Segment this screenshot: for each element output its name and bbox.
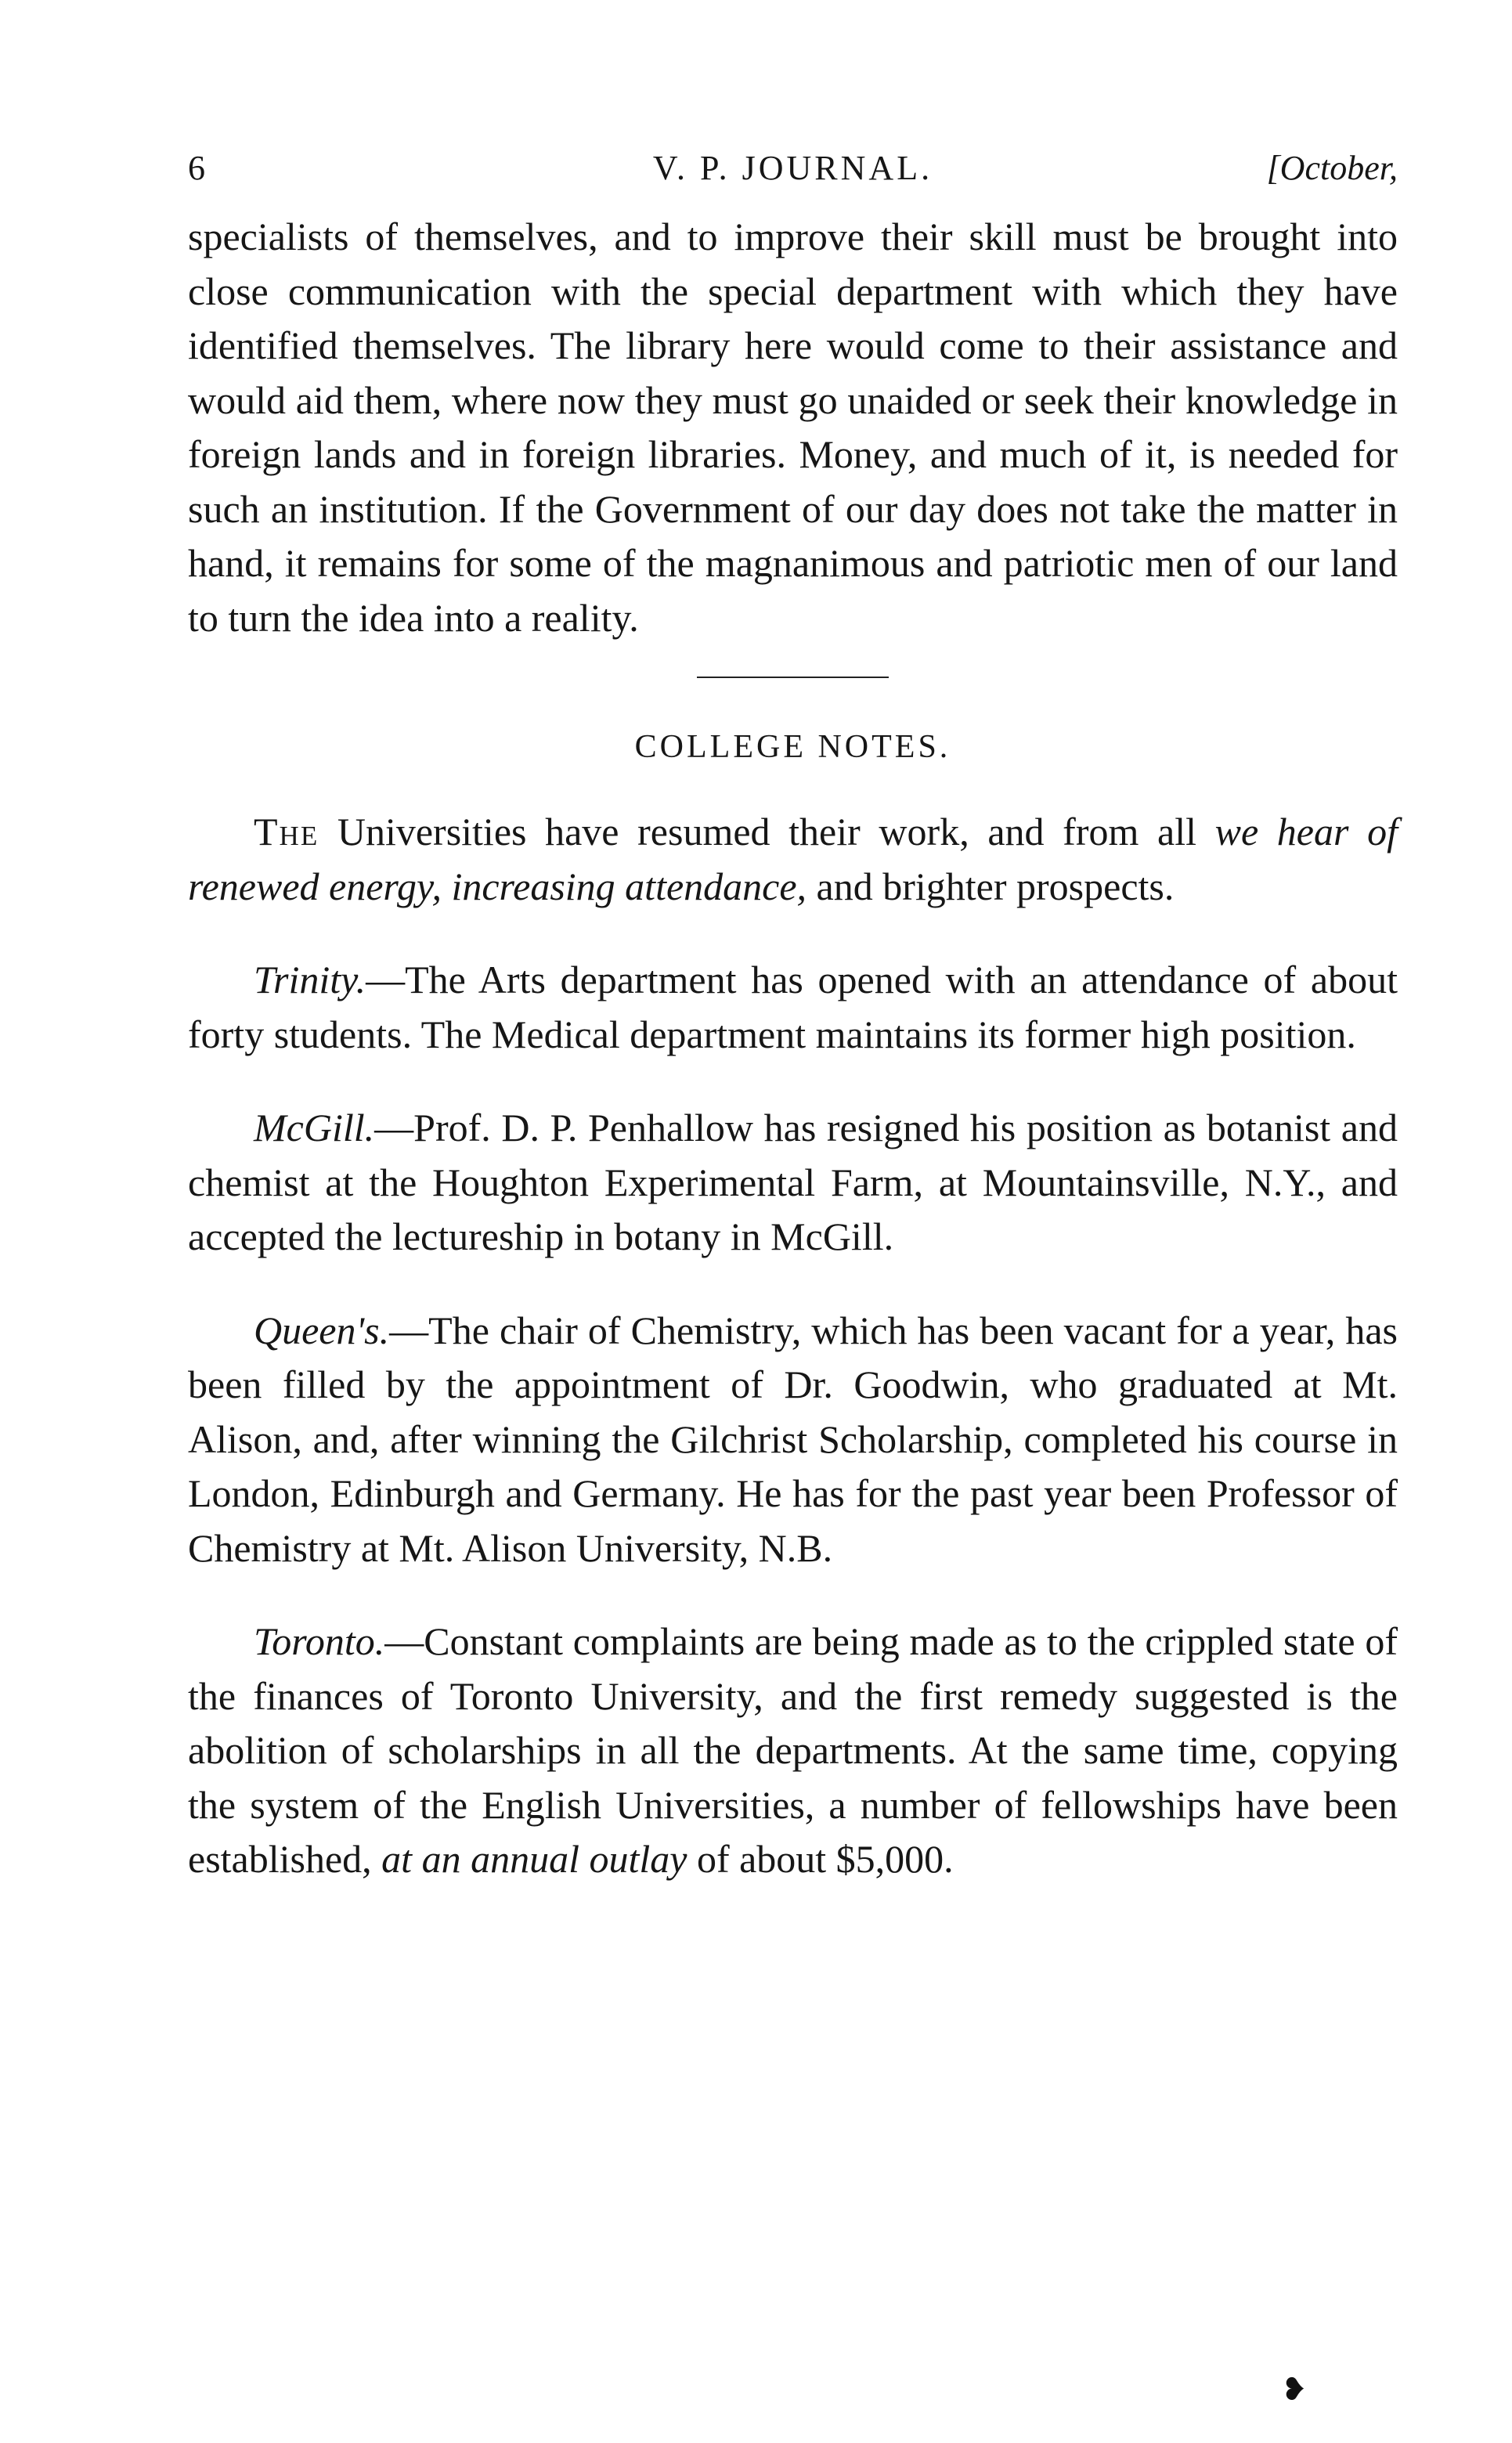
section-heading: COLLEGE NOTES. xyxy=(634,729,951,765)
running-head xyxy=(188,141,1398,196)
intro-lead-word: The xyxy=(254,810,319,853)
note-title: McGill. xyxy=(254,1106,375,1149)
issue-month: [October, xyxy=(1266,149,1398,187)
intro-paragraph xyxy=(188,805,1398,914)
page-number: 6 xyxy=(188,149,205,187)
note-italic-text: at an annual outlay xyxy=(371,1837,687,1881)
journal-page xyxy=(188,141,1398,1887)
note-toronto xyxy=(188,1615,1398,1887)
note-mcgill xyxy=(188,1101,1398,1265)
intro-tail-text: and brighter prospects. xyxy=(807,864,1175,908)
section-divider xyxy=(697,677,889,678)
intro-text: Universities have resumed their work, and from all xyxy=(319,810,1215,853)
note-queens xyxy=(188,1304,1398,1576)
note-trinity xyxy=(188,953,1398,1062)
intro-italic-text: we hear of renewed energy, increasing attendance, xyxy=(188,810,1398,908)
note-title: Trinity. xyxy=(254,958,366,1001)
note-text: —Constant complaints are being made as to the crippled state of the finances of Toronto University, and the first remedy suggested is the abolition of scholarships in all the departments. At the same time, copying the system of the English Universities, a number of fellowships have been established, xyxy=(188,1619,1398,1881)
note-title: Queen's. xyxy=(254,1308,390,1352)
note-title: Toronto. xyxy=(254,1619,385,1663)
note-text: —Prof. D. P. Penhallow has resigned his position as botanist and chemist at the Houghton Experimental Farm, at Mountainsville, N.Y., and accepted the lectureship in botany in McGill. xyxy=(188,1106,1398,1258)
note-text: —The Arts department has opened with an attendance of about forty students. The Medical department maintains its former high position. xyxy=(188,958,1398,1056)
note-tail-text: of about $5,000. xyxy=(687,1837,954,1881)
continued-paragraph: specialists of themselves, and to improve their skill must be brought into close communication with the special department with which they have identified themselves. The library here would come to their assistance and would aid them, where now they must go unaided or seek their knowledge in foreign lands and in foreign libraries. Money, and much of it, is needed for such an institution. If the Government of our day does not take the matter in hand, it remains for some of the magnanimous and patriotic men of our land to turn the idea into a reality. xyxy=(188,215,1398,640)
ink-blot-mark: ❥ xyxy=(1281,2372,1308,2407)
journal-title: V. P. JOURNAL. xyxy=(652,149,933,187)
article-body xyxy=(188,210,1398,1887)
note-text: —The chair of Chemistry, which has been vacant for a year, has been filled by the appointment of Dr. Goodwin, who graduated at Mt. Alison, and, after winning the Gilchrist Scholarship, completed his course in London, Edinburgh and Germany. He has for the past year been Professor of Chemistry at Mt. Alison University, N.B. xyxy=(188,1308,1398,1570)
